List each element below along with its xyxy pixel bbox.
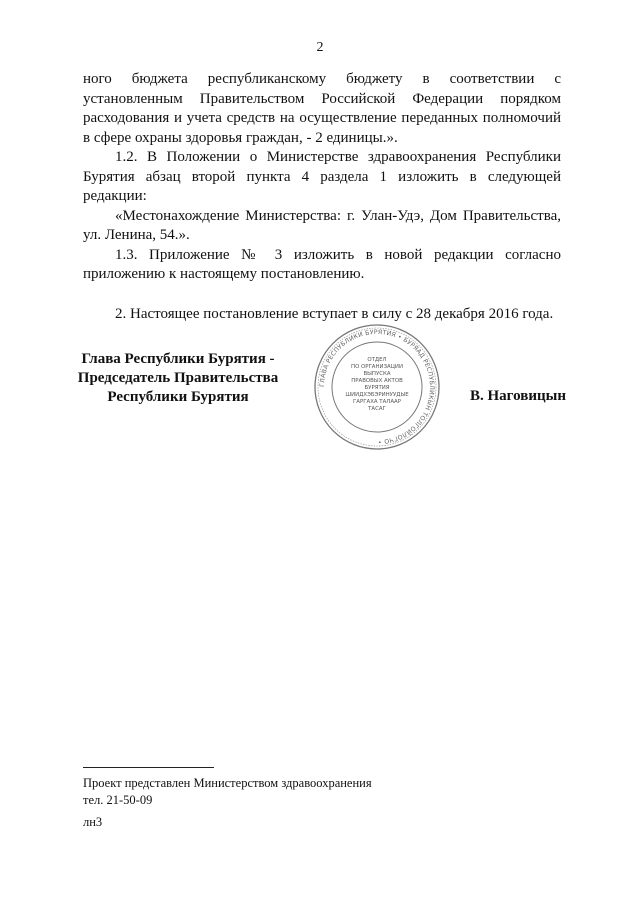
- signatory-title-line: Республики Бурятия: [107, 389, 249, 405]
- footnote: [83, 775, 372, 831]
- footnote-phone: тел. 21-50-09: [83, 793, 153, 807]
- signatory-title-line: Председатель Правительства: [77, 370, 279, 386]
- seal-center-text: [345, 357, 409, 412]
- paragraph-item-1-2: 1.2. В Положении о Министерстве здравоохранения Республики Бурятия абзац второй пункта 4 раздела 1 изложить в следующей редакции:: [83, 149, 561, 204]
- seal-center-line: ТАСАГ: [368, 406, 386, 412]
- signatory-title: [68, 350, 288, 407]
- official-seal-icon: [313, 323, 441, 451]
- signatory-title-line: Глава Республики Бурятия -: [81, 351, 275, 367]
- footnote-document-code: лн3: [83, 815, 103, 829]
- seal-outer-text: ГЛАВА РЕСПУБЛИКИ БУРЯТИЯ • БУРЯАД РЕСПУБЛИКЫН ТОЛГОЙЛОГЧО •: [318, 328, 436, 446]
- seal-center-line: БУРЯТИЯ: [364, 385, 390, 391]
- signer-name: В. Наговицын: [470, 388, 566, 404]
- seal-center-line: ПРАВОВЫХ АКТОВ: [351, 378, 403, 384]
- seal-center-line: ВЫПУСКА: [363, 371, 391, 377]
- document-body: [83, 70, 561, 324]
- seal-center-line: ПО ОРГАНИЗАЦИИ: [351, 364, 403, 370]
- seal-center-line: ШИИДХЭБЭРИНУУДЫЕ: [345, 392, 409, 398]
- footnote-divider: [83, 767, 214, 768]
- paragraph-budget-continuation: ного бюджета республиканскому бюджету в соответствии с установленным Правительством Российской Федерации порядком расходования и учета средств на осуществление переданных полномочий в сфере охраны здоровья граждан, - 2 единицы.».: [83, 71, 561, 146]
- paragraph-location-quote: «Местонахождение Министерства: г. Улан-Удэ, Дом Правительства, ул. Ленина, 54.».: [83, 207, 561, 243]
- page-number: 2: [316, 40, 324, 55]
- seal-center-line: ГАРГАХА ТАЛААР: [353, 399, 401, 405]
- paragraph-item-1-3: 1.3. Приложение № 3 изложить в новой редакции согласно приложению к настоящему постановлению.: [83, 246, 561, 282]
- paragraph-item-2: 2. Настоящее постановление вступает в силу с 28 декабря 2016 года.: [115, 305, 554, 322]
- footnote-prepared-by: Проект представлен Министерством здравоохранения: [83, 776, 372, 790]
- seal-center-line: ОТДЕЛ: [367, 357, 387, 363]
